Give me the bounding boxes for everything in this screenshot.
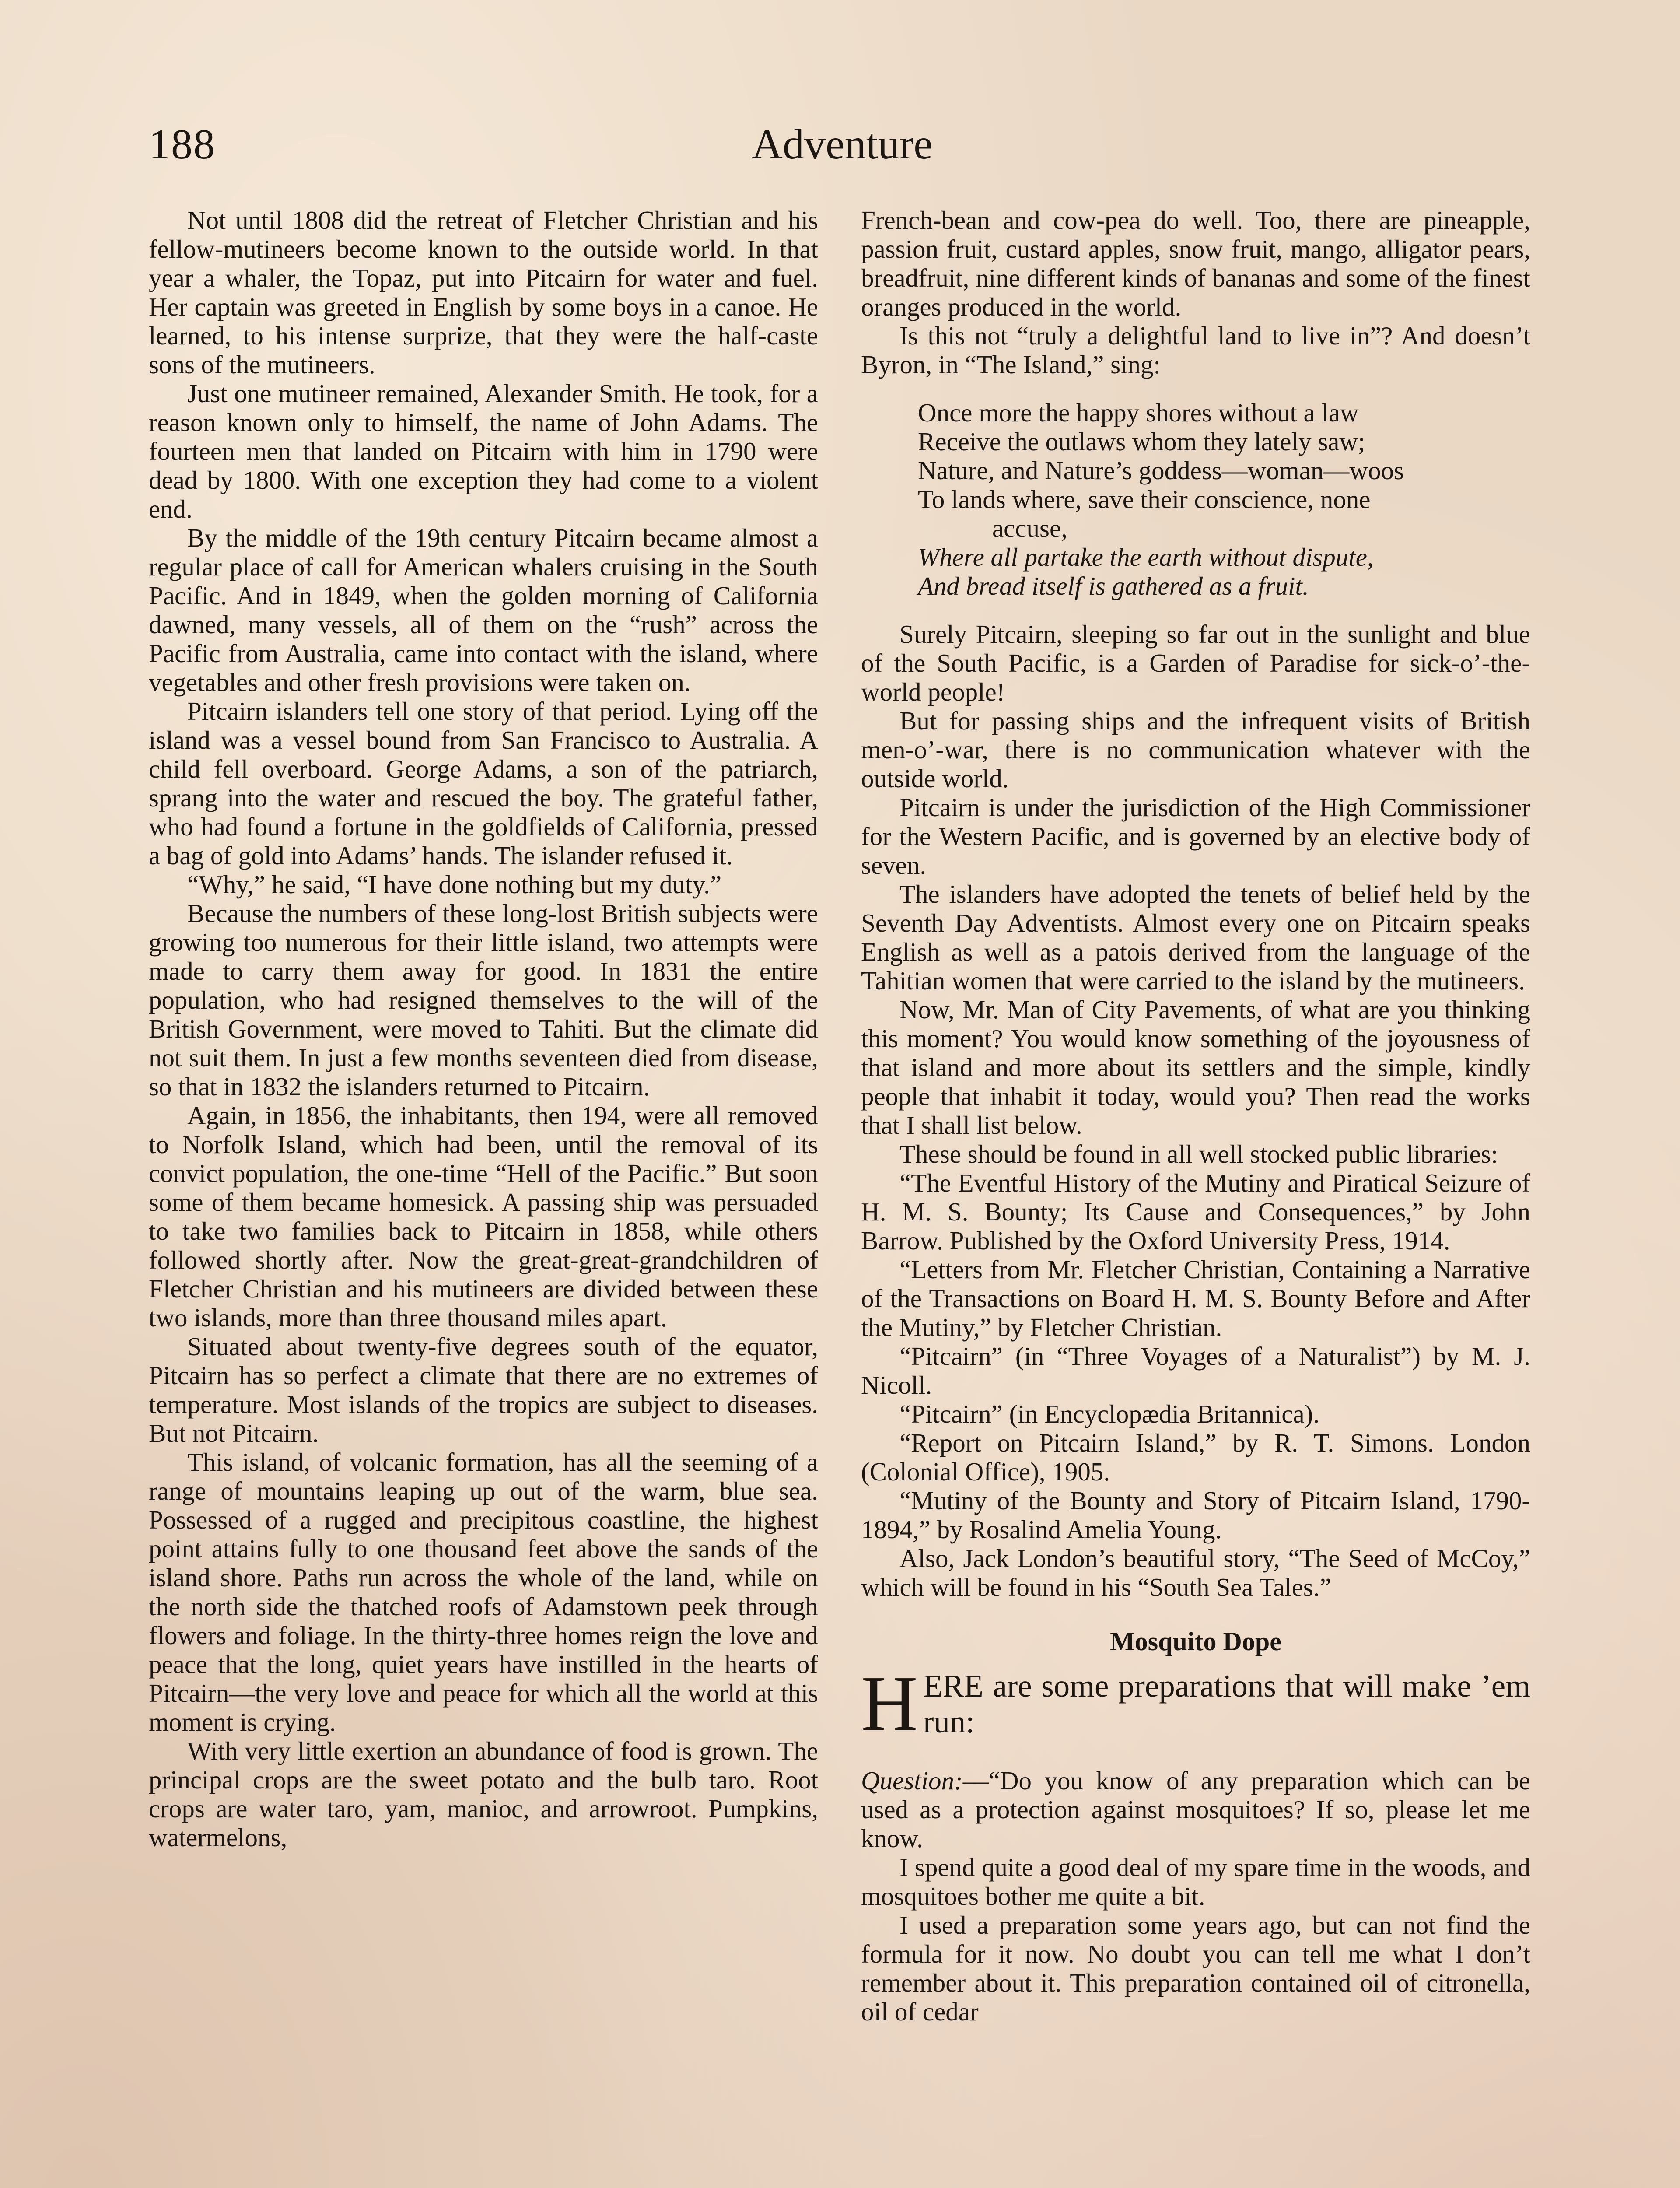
page-number: 188: [149, 121, 216, 168]
bibliography-entry: “Pitcairn” (in “Three Voyages of a Naturalist”) by M. J. Nicoll.: [861, 1342, 1530, 1399]
paragraph: Surely Pitcairn, sleeping so far out in the sunlight and blue of the South Pacific, is a Garden of Paradise for sick-o’-the-world people!: [861, 620, 1530, 706]
right-column: [861, 206, 1530, 2026]
question-text: —“Do you know of any preparation which can be used as a protection against mosquitoes? If so, please let me know.: [861, 1766, 1530, 1853]
left-column: [149, 206, 818, 1852]
verse-line: Where all partake the earth without dispute,: [918, 543, 1374, 572]
verse-line: Once more the happy shores without a law: [918, 398, 1359, 427]
poem-excerpt: [918, 398, 1530, 600]
paragraph: These should be found in all well stocked public libraries:: [900, 1140, 1498, 1168]
continued-paragraph: French-bean and cow-pea do well. Too, there are pineapple, passion fruit, custard apples, snow fruit, mango, alligator pears, breadfruit, nine different kinds of bananas and some of the finest oranges produced in the world.: [861, 206, 1530, 321]
paragraph: Pitcairn is under the jurisdiction of the High Commissioner for the Western Pacific, and is governed by an elective body of seven.: [861, 793, 1530, 880]
lead-text: ERE are some preparations that will make ’em run:: [923, 1668, 1530, 1739]
paragraph: This island, of volcanic formation, has all the seeming of a range of mountains leaping up out of the warm, blue sea. Possessed of a rugged and precipitous coastline, the highest point attains fully to one thousand feet above the sands of the island shore. Paths run across the whole of the land, while on the north side the thatched roofs of Adamstown peek through flowers and foliage. In the thirty-three homes reign the love and peace that the long, quiet years have instilled in the hearts of Pitcairn—the very love and peace for which all the world at this moment is crying.: [149, 1448, 818, 1736]
paragraph: Is this not “truly a delightful land to live in”? And doesn’t Byron, in “The Island,” sing:: [861, 321, 1530, 379]
drop-cap: H: [861, 1660, 918, 1747]
bibliography-entry: “Report on Pitcairn Island,” by R. T. Simons. London (Colonial Office), 1905.: [861, 1428, 1530, 1486]
paragraph: Also, Jack London’s beautiful story, “The Seed of McCoy,” which will be found in his “South Sea Tales.”: [861, 1544, 1530, 1602]
bibliography-entry: “The Eventful History of the Mutiny and Piratical Seizure of H. M. S. Bounty; Its Cause and Consequences,” by John Barrow. Published by the Oxford University Press, 1914.: [861, 1168, 1530, 1255]
paragraph: Now, Mr. Man of City Pavements, of what are you thinking this moment? You would know something of the joyousness of that island and more about its settlers and the simple, kindly people that inhabit it today, would you? Then read the works that I shall list below.: [861, 995, 1530, 1140]
verse-line: Receive the outlaws whom they lately saw;: [918, 427, 1365, 456]
paragraph: Again, in 1856, the inhabitants, then 194, were all removed to Norfolk Island, which had been, until the removal of its convict population, the one-time “Hell of the Pacific.” But soon some of them became homesick. A passing ship was persuaded to take two families back to Pitcairn in 1858, while others followed shortly after. Now the great-great-grandchildren of Fletcher Christian and his mutineers are divided between these two islands, more than three thousand miles apart.: [149, 1101, 818, 1332]
question-label: Question:: [861, 1766, 963, 1795]
section-heading: Mosquito Dope: [1110, 1627, 1281, 1656]
paragraph: The islanders have adopted the tenets of belief held by the Seventh Day Adventists. Almost every one on Pitcairn speaks English as well as a patois derived from the language of the Tahitian women that were carried to the island by the mutineers.: [861, 880, 1530, 995]
question-paragraph: [861, 1766, 1530, 1853]
paragraph: Just one mutineer remained, Alexander Smith. He took, for a reason known only to himself, the name of John Adams. The fourteen men that landed on Pitcairn with him in 1790 were dead by 1800. With one exception they had come to a violent end.: [149, 379, 818, 523]
paragraph: But for passing ships and the infrequent visits of British men-o’-war, there is no communication whatever with the outside world.: [861, 706, 1530, 793]
verse-line: accuse,: [992, 514, 1068, 543]
paragraph: “Why,” he said, “I have done nothing but my duty.”: [187, 870, 722, 899]
paragraph: I spend quite a good deal of my spare time in the woods, and mosquitoes bother me quite a bit.: [861, 1853, 1530, 1911]
paragraph: I used a preparation some years ago, but can not find the formula for it now. No doubt you can tell me what I don’t remember about it. This preparation contained oil of citronella, oil of cedar: [861, 1911, 1530, 2026]
paragraph: With very little exertion an abundance of food is grown. The principal crops are the sweet potato and the bulb taro. Root crops are water taro, yam, manioc, and arrowroot. Pumpkins, watermelons,: [149, 1736, 818, 1852]
bibliography-entry: “Mutiny of the Bounty and Story of Pitcairn Island, 1790-1894,” by Rosalind Amelia Young.: [861, 1486, 1530, 1544]
lead-paragraph: [861, 1660, 1530, 1747]
verse-line: To lands where, save their conscience, none: [918, 485, 1371, 514]
page-header: [149, 118, 1536, 171]
verse-line: Nature, and Nature’s goddess—woman—woos: [918, 456, 1404, 485]
paragraph: Pitcairn islanders tell one story of that period. Lying off the island was a vessel bound from San Francisco to Australia. A child fell overboard. George Adams, a son of the patriarch, sprang into the water and rescued the boy. The grateful father, who had found a fortune in the goldfields of California, pressed a bag of gold into Adams’ hands. The islander refused it.: [149, 697, 818, 870]
verse-line: And bread itself is gathered as a fruit.: [918, 572, 1309, 600]
bibliography-entry: “Pitcairn” (in Encyclopædia Britannica).: [900, 1399, 1320, 1428]
running-title: Adventure: [752, 121, 933, 168]
paragraph: Situated about twenty-five degrees south of the equator, Pitcairn has so perfect a climate that there are no extremes of temperature. Most islands of the tropics are subject to diseases. But not Pitcairn.: [149, 1332, 818, 1448]
bibliography-entry: “Letters from Mr. Fletcher Christian, Containing a Narrative of the Transactions on Board H. M. S. Bounty Before and After the Mutiny,” by Fletcher Christian.: [861, 1255, 1530, 1342]
paragraph: Because the numbers of these long-lost British subjects were growing too numerous for their little island, two attempts were made to carry them away for good. In 1831 the entire population, who had resigned themselves to the will of the British Government, were moved to Tahiti. But the climate did not suit them. In just a few months seventeen died from disease, so that in 1832 the islanders returned to Pitcairn.: [149, 899, 818, 1101]
paragraph: Not until 1808 did the retreat of Fletcher Christian and his fellow-mutineers become known to the outside world. In that year a whaler, the Topaz, put into Pitcairn for water and fuel. Her captain was greeted in English by some boys in a canoe. He learned, to his intense surprize, that they were the half-caste sons of the mutineers.: [149, 206, 818, 379]
paragraph: By the middle of the 19th century Pitcairn became almost a regular place of call for American whalers cruising in the South Pacific. And in 1849, when the golden morning of California dawned, many vessels, all of them on the “rush” across the Pacific from Australia, came into contact with the island, where vegetables and other fresh provisions were taken on.: [149, 523, 818, 697]
